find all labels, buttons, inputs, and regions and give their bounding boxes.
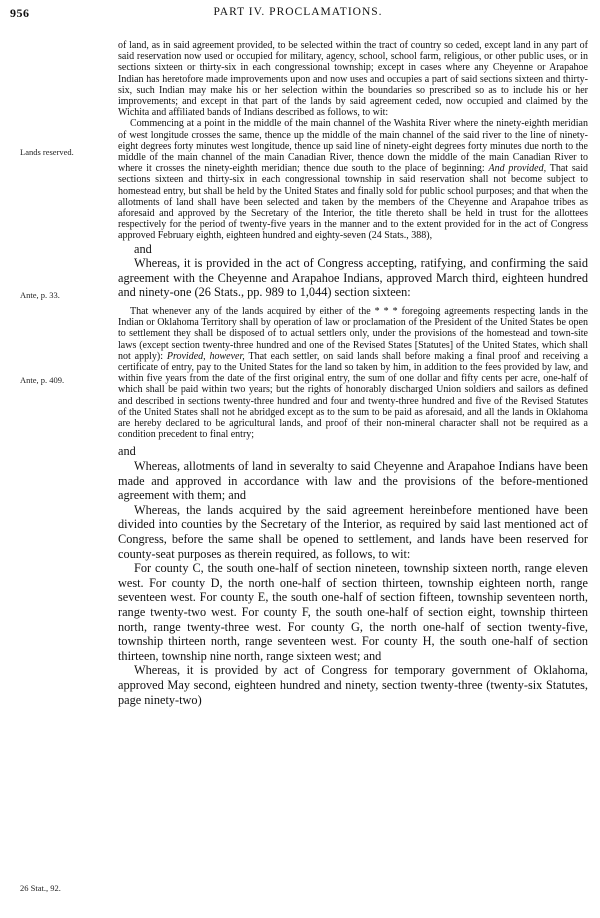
- quoted-section-sixteen: [118, 306, 588, 440]
- paragraph-boundary: [118, 118, 588, 241]
- margin-note-26-stat: 26 Stat., 92.: [20, 883, 61, 893]
- quote-text-b: That each settler, on said lands shall before making a final proof and receiving a certificate of entry, pay to the United States for the land so taken by him, in addition to the fees provided by law, and within five years from the date of the first original entry, the sum of one dollar and fifty cents per acre, one-half of which shall be paid within two years; but the rights of honorably discharged Union soldiers and sailors as defined and described in sections twenty-three hundred and four and twenty-three hundred and five of the Revised Statutes of the United States shall not he abridged except as to the sum to be paid as aforesaid, and all the lands in Oklahoma are hereby declared to be agricultural lands, and proof of their non-mineral character shall not be required as a condition precedent to final entry;: [118, 350, 589, 441]
- margin-note-ante-33: Ante, p. 33.: [20, 290, 60, 300]
- quote-text-a: That whenever any of the lands acquired by either of the * * * foregoing agreements respecting lands in the Indian or Oklahoma Territory shall by operation of law or proclamation of the President of the United States be open to settlement they shall be disposed of to actual settlers only, under the provisions of the homestead and town-site laws (except section twenty-three hundred and one of the Revised States [Statutes] of the United States, which shall not apply):: [118, 306, 588, 362]
- main-text: [118, 40, 588, 707]
- connector-and: and: [134, 241, 152, 256]
- paragraph-whereas-act: Whereas, it is provided in the act of Congress accepting, ratifying, and confirming the said agreement with the Cheyenne and Arapahoe Indians, approved March third, eighteen hundred and ninety-one (26 Stats., pp. 989 to 1,044) section sixteen:: [118, 256, 588, 300]
- running-title: PART IV. PROCLAMATIONS.: [213, 6, 383, 18]
- page-number: 956: [10, 6, 30, 20]
- boundary-text-b: That said sections sixteen and thirty-six in each congressional township in said reservation shall not become subject to homestead entry, but shall be held by the United States and finally sold for public school purposes; and that when the allotments of land shall have been selected and taken by the members of the Cheyenne and Arapahoe tribes as aforesaid and approved by the Secretary of the Interior, the title thereto shall be held in trust for the allottees respectively for the period of twenty-five years in the manner and to the extent provided for in the act of Congress approved February eighth, eighteen hundred and eighty-seven (24 Stats., 388),: [118, 163, 588, 242]
- paragraph-whereas-allotments: Whereas, allotments of land in severalty to said Cheyenne and Arapahoe Indians have been made and approved in accordance with law and the provisions of the before-mentioned agreement with them; and: [118, 459, 588, 503]
- margin-note-ante-409: Ante, p. 409.: [20, 375, 65, 385]
- connector-and-2: and: [118, 444, 136, 459]
- paragraph-whereas-counties: Whereas, the lands acquired by the said agreement hereinbefore mentioned have been divided into counties by the Secretary of the Interior, as required by said last mentioned act of Congress, before the same shall be opened to settlement, and lands have been reserved for county-seat purposes as therein required, as follows, to wit:: [118, 502, 588, 561]
- margin-note-lands-reserved: Lands reserved.: [20, 147, 74, 157]
- opening-section: [118, 40, 588, 242]
- paragraph-county-list: For county C, the south one-half of section nineteen, township sixteen north, range eleven west. For county D, the north one-half of section thirteen, township eighteen north, range seventeen west. For county E, the south one-half of section fifteen, township seventeen north, range twenty-two west. For county F, the south one-half of section eight, township thirteen north, range twenty-three west. For county G, the north one-half of section twenty-five, township thirteen north, range seventeen west. For county H, the south one-half of section thirteen, township nine north, range sixteen west; and: [118, 561, 588, 663]
- paragraph-selection: of land, as in said agreement provided, to be selected within the tract of country so ceded, except land in any part of said reservation now used or occupied for military, agency, school, school farm, religious, or other public uses, or in sections sixteen or thirty-six in each congressional township; except in cases where any Cheyenne or Arapahoe Indian has heretofore made improvements upon and now uses and occupies a part of said sections sixteen and thirty-six, such Indian may make his or her selection within the boundaries so prescribed so as to include his or her improvements; and except in that part of the lands by said agreement ceded, now occupied and claimed by the Wichita and affiliated bands of Indians described as follows, to wit:: [118, 40, 588, 119]
- boundary-text-a: Commencing at a point in the middle of the main channel of the Washita River where the ninety-eighth meridian of west longitude crosses the same, thence up the middle of the main channel of the said river to the line of ninety-eight degrees forty minutes west longitude, thence up said line of ninety-eight degrees forty minutes due north to the middle of the main channel of the main Canadian River, thence down the middle of the main Canadian River to where it crosses the ninety-eighth meridian; thence due south to the place of beginning:: [118, 118, 588, 175]
- page-header: [10, 6, 586, 24]
- paragraph-whereas-oklahoma: Whereas, it is provided by act of Congress for temporary government of Oklahoma, approved May second, eighteen hundred and ninety, section twenty-three (twenty-six Statutes, page ninety-two): [118, 663, 588, 707]
- provided-however-italic: Provided, however,: [166, 350, 245, 362]
- and-provided-italic: And provided,: [488, 163, 547, 175]
